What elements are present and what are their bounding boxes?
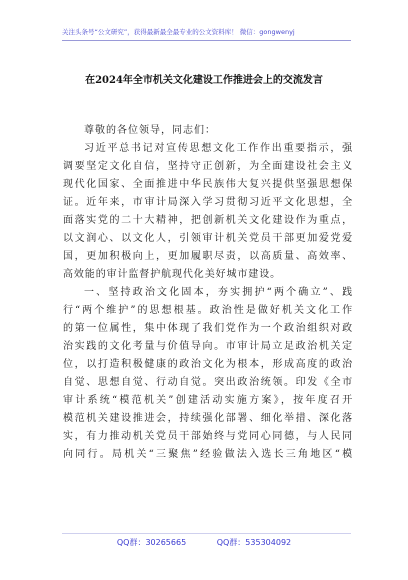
footer-qq-group-2: QQ群：535304092 [216, 538, 292, 547]
body-line: 一、坚持政治文化固本，夯实拥护“两个确立”、践 [84, 287, 353, 298]
body-line: 模范机关建设推进会，持续强化部署、细化举措、深化落 [63, 413, 353, 424]
body-line: 面落实党的二十大精神，把创新机关文化建设作为重点， [63, 215, 353, 226]
body-line: 习近平总书记对宣传思想文化工作作出重要指示，强 [84, 143, 353, 154]
body-line: 治实践的文化考量与价值导向。市审计局立足政治机关定 [63, 341, 353, 352]
body-line: 高效能的审计监督护航现代化美好城市建设。 [63, 269, 281, 280]
body-line: 向同行。局机关“三聚焦”经验做法入选长三角地区“模 [63, 449, 353, 460]
body-line: 的第一位属性，集中体现了我们党作为一个政治组织对政 [63, 323, 353, 334]
body-line: 行“两个维护”的思想根基。政治性是做好机关文化工作 [63, 305, 353, 316]
header-divider [62, 40, 351, 41]
body-line: 实，有力推动机关党员干部始终与党同心同德，与人民同 [63, 431, 353, 442]
body-line: 调要坚定文化自信，坚持守正创新，为全面建设社会主义 [63, 161, 353, 172]
footer-divider [62, 533, 351, 534]
footer-qq-group-1: QQ群：30265665 [116, 538, 187, 547]
body-line: 证。近年来，市审计局深入学习贯彻习近平文化思想，全 [63, 197, 353, 208]
salutation: 尊敬的各位领导，同志们： [84, 125, 216, 136]
body-line: 以文润心、以文化人，引领审计机关党员干部更加爱党爱 [63, 233, 353, 244]
body-text [63, 140, 353, 464]
body-line: 位，以打造积极健康的政治文化为根本，形成高度的政治 [63, 359, 353, 370]
body-line: 审计系统“模范机关”创建活动实施方案》，按年度召开 [63, 395, 353, 406]
header-notice: 关注头条号“公文研究”，获得最新最全最专业的公文资料库！ 微信：gongwenyj [62, 28, 295, 36]
body-line: 现代化国家、全面推进中华民族伟大复兴提供坚强思想保 [63, 179, 353, 190]
document-title: 在2024年全市机关文化建设工作推进会上的交流发言 [85, 75, 323, 86]
footer [0, 537, 408, 548]
body-line: 自觉、思想自觉、行动自觉。突出政治统领。印发《全市 [63, 377, 353, 388]
body-line: 国，更加积极向上，更加履职尽责，以高质量、高效率、 [63, 251, 353, 262]
